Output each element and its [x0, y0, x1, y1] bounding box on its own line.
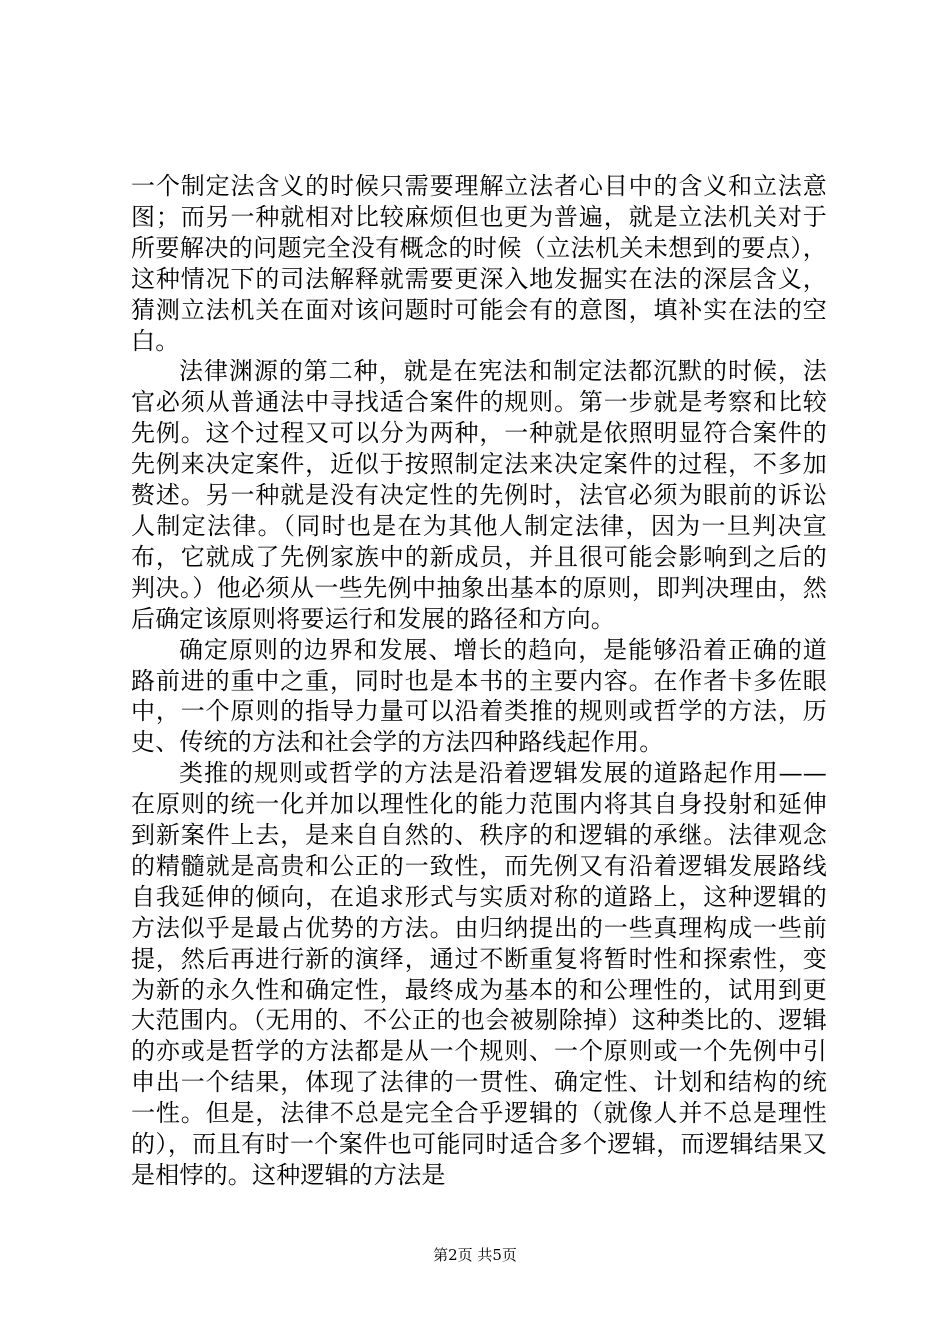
- page-number-footer: 第2页 共5页: [433, 1246, 517, 1264]
- paragraph-method-of-philosophy: 类推的规则或哲学的方法是沿着逻辑发展的道路起作用——在原则的统一化并加以理性化的能力范围内将其自身投射和延伸到新案件上去，是来自自然的、秩序的和逻辑的承继。法律观念的精髓就是高贵和公正的一致性，而先例又有沿着逻辑发展路线自我延伸的倾向，在追求形式与实质对称的道路上，这种逻辑的方法似乎是最占优势的方法。由归纳提出的一些真理构成一些前提，然后再进行新的演绎，通过不断重复将暂时性和探索性，变为新的永久性和确定性，最终成为基本的和公理性的，试用到更大范围内。（无用的、不公正的也会被剔除掉）这种类比的、逻辑的亦或是哲学的方法都是从一个规则、一个原则或一个先例中引申出一个结果，体现了法律的一贯性、确定性、计划和结构的统一性。但是，法律不总是完全合乎逻辑的（就像人并不总是理性的），而且有时一个案件也可能同时适合多个逻辑，而逻辑结果又是相悖的。这种逻辑的方法是: [131, 759, 827, 1189]
- document-body: [131, 171, 827, 1191]
- paragraph-statutory-interpretation: 一个制定法含义的时候只需要理解立法者心目中的含义和立法意图；而另一种就相对比较麻烦但也更为普遍，就是立法机关对于所要解决的问题完全没有概念的时候（立法机关未想到的要点），这种情况下的司法解释就需要更深入地发掘实在法的深层含义，猜测立法机关在面对该问题时可能会有的意图，填补实在法的空白。: [131, 172, 827, 355]
- paragraph-principle-direction: 确定原则的边界和发展、增长的趋向，是能够沿着正确的道路前进的重中之重，同时也是本书的主要内容。在作者卡多佐眼中，一个原则的指导力量可以沿着类推的规则或哲学的方法，历史、传统的方法和社会学的方法四种路线起作用。: [131, 635, 827, 757]
- paragraph-common-law-source: 法律渊源的第二种，就是在宪法和制定法都沉默的时候，法官必须从普通法中寻找适合案件的规则。第一步就是考察和比较先例。这个过程又可以分为两种，一种就是依照明显符合案件的先例来决定案件，近似于按照制定法来决定案件的过程，不多加赘述。另一种就是没有决定性的先例时，法官必须为眼前的诉讼人制定法律。（同时也是在为其他人制定法律，因为一旦判决宣布，它就成了先例家族中的新成员，并且很可能会影响到之后的判决。）他必须从一些先例中抽象出基本的原则，即判决理由，然后确定该原则将要运行和发展的路径和方向。: [131, 357, 827, 633]
